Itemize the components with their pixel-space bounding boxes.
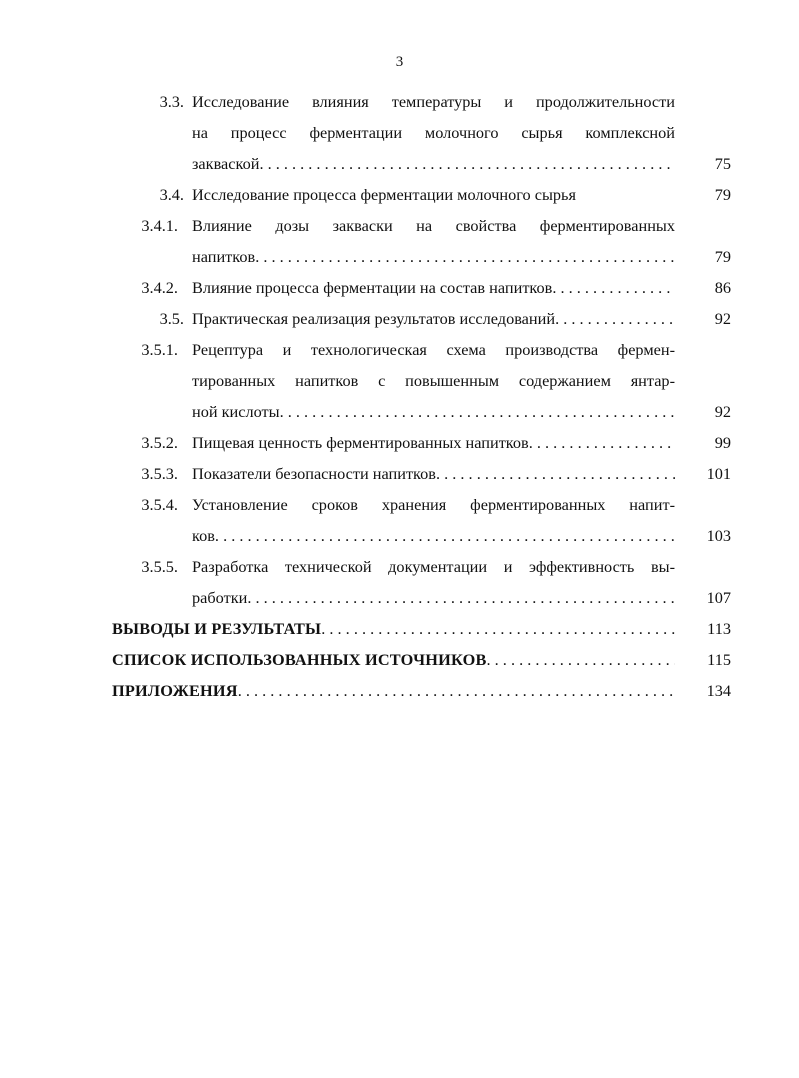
entry-line: Рецептура и технологическая схема производства фермен- xyxy=(192,340,675,359)
dot-leader xyxy=(255,241,675,272)
section-number: 3.5. xyxy=(159,309,184,328)
entry-line: Исследование влияния температуры и продолжительности xyxy=(192,92,675,111)
table-of-contents xyxy=(0,86,799,706)
toc-entry-3-4-2 xyxy=(0,272,799,303)
entry-last-line xyxy=(192,241,675,272)
toc-entry-3-5-4 xyxy=(0,489,799,551)
toc-entry-conclusions xyxy=(0,613,799,644)
dot-leader xyxy=(552,272,675,303)
entry-title: Показатели безопасности напитков xyxy=(192,464,436,483)
page-ref: 86 xyxy=(714,278,731,297)
toc-entry-3-5-2 xyxy=(0,427,799,458)
entry-body xyxy=(192,427,675,458)
entry-body xyxy=(192,334,675,427)
entry-title: Влияние процесса ферментации на состав напитков xyxy=(192,278,553,297)
entry-last-line xyxy=(192,458,675,489)
entry-body xyxy=(192,272,675,303)
entry-last-line xyxy=(192,272,675,303)
toc-entry-3-5-5 xyxy=(0,551,799,613)
page-ref: 107 xyxy=(706,588,731,607)
entry-last-line xyxy=(192,427,675,458)
section-number: 3.5.3. xyxy=(141,464,178,483)
entry-body xyxy=(112,613,675,644)
toc-entry-3-5-1 xyxy=(0,334,799,427)
dot-leader xyxy=(321,613,675,644)
entry-title: Исследование процесса ферментации молочного сырья xyxy=(192,185,576,204)
entry-last-line xyxy=(192,148,675,179)
entry-title: Пищевая ценность ферментированных напитков xyxy=(192,433,529,452)
entry-last-line xyxy=(112,675,675,706)
dot-leader xyxy=(280,396,675,427)
page-ref: 79 xyxy=(714,185,731,204)
page-ref: 113 xyxy=(707,619,731,638)
dot-leader xyxy=(487,644,675,675)
page-ref: 92 xyxy=(714,309,731,328)
entry-body xyxy=(192,303,675,334)
entry-last-line xyxy=(192,303,675,334)
section-number: 3.5.5. xyxy=(141,557,178,576)
entry-title: ков xyxy=(192,526,215,545)
entry-last-line xyxy=(112,613,675,644)
toc-entry-references xyxy=(0,644,799,675)
entry-last-line xyxy=(192,582,675,613)
page-ref: 103 xyxy=(706,526,731,545)
entry-title: СПИСОК ИСПОЛЬЗОВАННЫХ ИСТОЧНИКОВ xyxy=(112,650,487,669)
entry-title: закваской xyxy=(192,154,260,173)
dot-leader xyxy=(555,303,675,334)
entry-body xyxy=(192,489,675,551)
entry-line: Влияние дозы закваски на свойства ферментированных xyxy=(192,216,675,235)
section-number: 3.5.4. xyxy=(141,495,178,514)
dot-leader xyxy=(529,427,675,458)
page-number: 3 xyxy=(395,54,404,70)
entry-last-line xyxy=(112,644,675,675)
entry-body xyxy=(192,179,675,210)
entry-last-line xyxy=(192,396,675,427)
section-number: 3.3. xyxy=(159,92,184,111)
page-ref: 79 xyxy=(714,247,731,266)
page-ref: 75 xyxy=(714,154,731,173)
entry-body xyxy=(192,551,675,613)
toc-entry-3-4 xyxy=(0,179,799,210)
entry-title: ВЫВОДЫ И РЕЗУЛЬТАТЫ xyxy=(112,619,322,638)
section-number: 3.4.2. xyxy=(141,278,178,297)
dot-leader xyxy=(247,582,675,613)
entry-title: ной кислоты xyxy=(192,402,280,421)
dot-leader xyxy=(215,520,675,551)
page-ref: 134 xyxy=(706,681,731,700)
entry-line: тированных напитков с повышенным содержанием янтар- xyxy=(192,371,675,390)
entry-title: напитков xyxy=(192,247,256,266)
section-number: 3.4.1. xyxy=(141,216,178,235)
entry-body xyxy=(192,458,675,489)
page-ref: 99 xyxy=(714,433,731,452)
toc-entry-appendices xyxy=(0,675,799,706)
entry-title: ПРИЛОЖЕНИЯ xyxy=(112,681,238,700)
entry-last-line xyxy=(192,520,675,551)
section-number: 3.5.2. xyxy=(141,433,178,452)
toc-entry-3-3 xyxy=(0,86,799,179)
entry-body xyxy=(112,644,675,675)
entry-body xyxy=(192,86,675,179)
entry-body xyxy=(112,675,675,706)
entry-title: Практическая реализация результатов исследований xyxy=(192,309,556,328)
toc-entry-3-4-1 xyxy=(0,210,799,272)
entry-line: на процесс ферментации молочного сырья комплексной xyxy=(192,123,675,142)
entry-line: Установление сроков хранения ферментированных напит- xyxy=(192,495,675,514)
dot-leader xyxy=(238,675,675,706)
section-number: 3.5.1. xyxy=(141,340,178,359)
toc-entry-3-5-3 xyxy=(0,458,799,489)
page-ref: 92 xyxy=(714,402,731,421)
dot-leader xyxy=(436,458,675,489)
dot-leader xyxy=(259,148,675,179)
page-ref: 115 xyxy=(707,650,731,669)
entry-line: Разработка технической документации и эффективность вы- xyxy=(192,557,675,576)
page-ref: 101 xyxy=(706,464,731,483)
entry-body xyxy=(192,210,675,272)
toc-entry-3-5 xyxy=(0,303,799,334)
entry-title: работки xyxy=(192,588,248,607)
section-number: 3.4. xyxy=(159,185,184,204)
